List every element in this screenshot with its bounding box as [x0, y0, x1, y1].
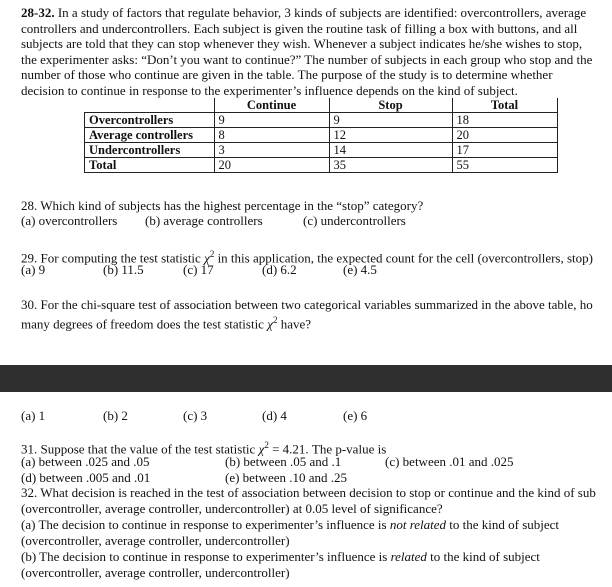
table-corner: [85, 98, 215, 113]
q29-option-e[interactable]: (e) 4.5: [343, 262, 377, 277]
chi-symbol: χ: [204, 250, 210, 266]
q31-option-e[interactable]: (e) between .10 and .25: [225, 470, 348, 485]
table-cell: 9: [214, 113, 329, 128]
table-header-row: [85, 98, 558, 113]
table-row-label: Average controllers: [85, 128, 215, 143]
table-cell: 20: [452, 128, 557, 143]
intro-paragraph: [21, 5, 596, 98]
table-cell: 55: [452, 158, 557, 173]
q31-stem-end: = 4.21. The p-value is: [268, 441, 387, 457]
q30-option-d[interactable]: (d) 4: [262, 408, 287, 423]
q31-stem-start: 31. Suppose that the value of the test statistic: [21, 441, 259, 457]
q30-option-b[interactable]: (b) 2: [103, 408, 128, 423]
q32-option-a-rest: to the kind of subject (overcontroller, average controller, undercontroller): [21, 517, 560, 548]
table-cell: 8: [214, 128, 329, 143]
table-header-cell: Continue: [214, 98, 329, 113]
table-cell: 18: [452, 113, 557, 128]
q29-option-d[interactable]: (d) 6.2: [262, 262, 297, 277]
q32-option-a-emphasis: not related: [389, 517, 447, 532]
q32-option-b-text: (b) The decision to continue in response to experimenter’s influence is: [21, 549, 391, 564]
q29-option-c[interactable]: (c) 17: [183, 262, 214, 277]
q28-option-c[interactable]: (c) undercontrollers: [303, 213, 406, 228]
table-header-cell: Total: [452, 98, 557, 113]
data-table: [84, 98, 558, 173]
q29-stem-start: 29. For computing the test statistic: [21, 250, 205, 266]
q32-option-b-emphasis: related: [390, 549, 427, 564]
chi-exponent: 2: [272, 315, 278, 325]
chi-symbol: χ: [267, 316, 273, 332]
q28-option-b[interactable]: (b) average controllers: [145, 213, 263, 228]
table-row: [85, 143, 558, 158]
intro-text: In a study of factors that regulate behavior, 3 kinds of subjects are identified: overcontrollers, average controllers and undercontrollers. Each subject is given the routine task of filling a box with buttons, and all subjects are told that they can stop whenever they wish. Whenever a subject indicates he/she wishes to stop, the experimenter asks: “Don’t you want to continue?” The number of subjects in each group who stop and the number of those who continue are given in the table. The purpose of the study is to determine whether decision to continue in response to the experimenter’s influence depends on the kind of subject.: [21, 5, 593, 98]
q29-option-a[interactable]: (a) 9: [21, 262, 46, 277]
q32-option-b[interactable]: [21, 549, 596, 580]
q30-stem-end: have?: [277, 316, 311, 332]
table-header-cell: Stop: [329, 98, 452, 113]
q30-stem-line1: 30. For the chi-square test of association between two categorical variables summarized in the above table, ho: [21, 297, 593, 312]
q32-option-a[interactable]: [21, 517, 596, 548]
table-row: [85, 113, 558, 128]
table-cell: 17: [452, 143, 557, 158]
table-row: [85, 158, 558, 173]
table-row-label: Undercontrollers: [85, 143, 215, 158]
q29-stem-end: in this application, the expected count for the cell (overcontrollers, stop): [214, 250, 593, 266]
table-cell: 3: [214, 143, 329, 158]
q31-option-d[interactable]: (d) between .005 and .01: [21, 470, 151, 485]
q29-option-b[interactable]: (b) 11.5: [103, 262, 144, 277]
q30-option-a[interactable]: (a) 1: [21, 408, 46, 423]
q30-option-c[interactable]: (c) 3: [183, 408, 208, 423]
chi-exponent: 2: [209, 249, 215, 259]
chi-symbol: χ: [258, 441, 265, 457]
table-row-label: Overcontrollers: [85, 113, 215, 128]
q30-stem-mid: many degrees of freedom does the test statistic: [21, 316, 268, 332]
q31-option-a[interactable]: (a) between .025 and .05: [21, 454, 150, 469]
table-cell: 14: [329, 143, 452, 158]
chi-exponent: 2: [264, 440, 269, 450]
intro-number: 28-32.: [21, 5, 55, 20]
q30-stem-line2: [21, 313, 612, 332]
table-cell: 35: [329, 158, 452, 173]
document-page-bottom: [0, 392, 612, 587]
table-cell: 12: [329, 128, 452, 143]
table-cell: 9: [329, 113, 452, 128]
table-cell: 20: [214, 158, 329, 173]
q28-option-a[interactable]: (a) overcontrollers: [21, 213, 118, 228]
table-row-label: Total: [85, 158, 215, 173]
page-divider-bar: [0, 365, 612, 392]
q28-stem: 28. Which kind of subjects has the highest percentage in the “stop” category?: [21, 198, 424, 213]
q30-option-e[interactable]: (e) 6: [343, 408, 368, 423]
q32-option-b-rest: to the kind of subject (overcontroller, average controller, undercontroller): [21, 549, 540, 580]
q32-stem: 32. What decision is reached in the test of association between decision to stop or continue and the kind of sub (overcontroller, average controller, undercontroller) at 0.05 level of significance?: [21, 485, 596, 516]
table-row: [85, 128, 558, 143]
q31-option-c[interactable]: (c) between .01 and .025: [385, 454, 514, 469]
q31-option-b[interactable]: (b) between .05 and .1: [225, 454, 342, 469]
q32-option-a-text: (a) The decision to continue in response to experimenter’s influence is: [21, 517, 390, 532]
